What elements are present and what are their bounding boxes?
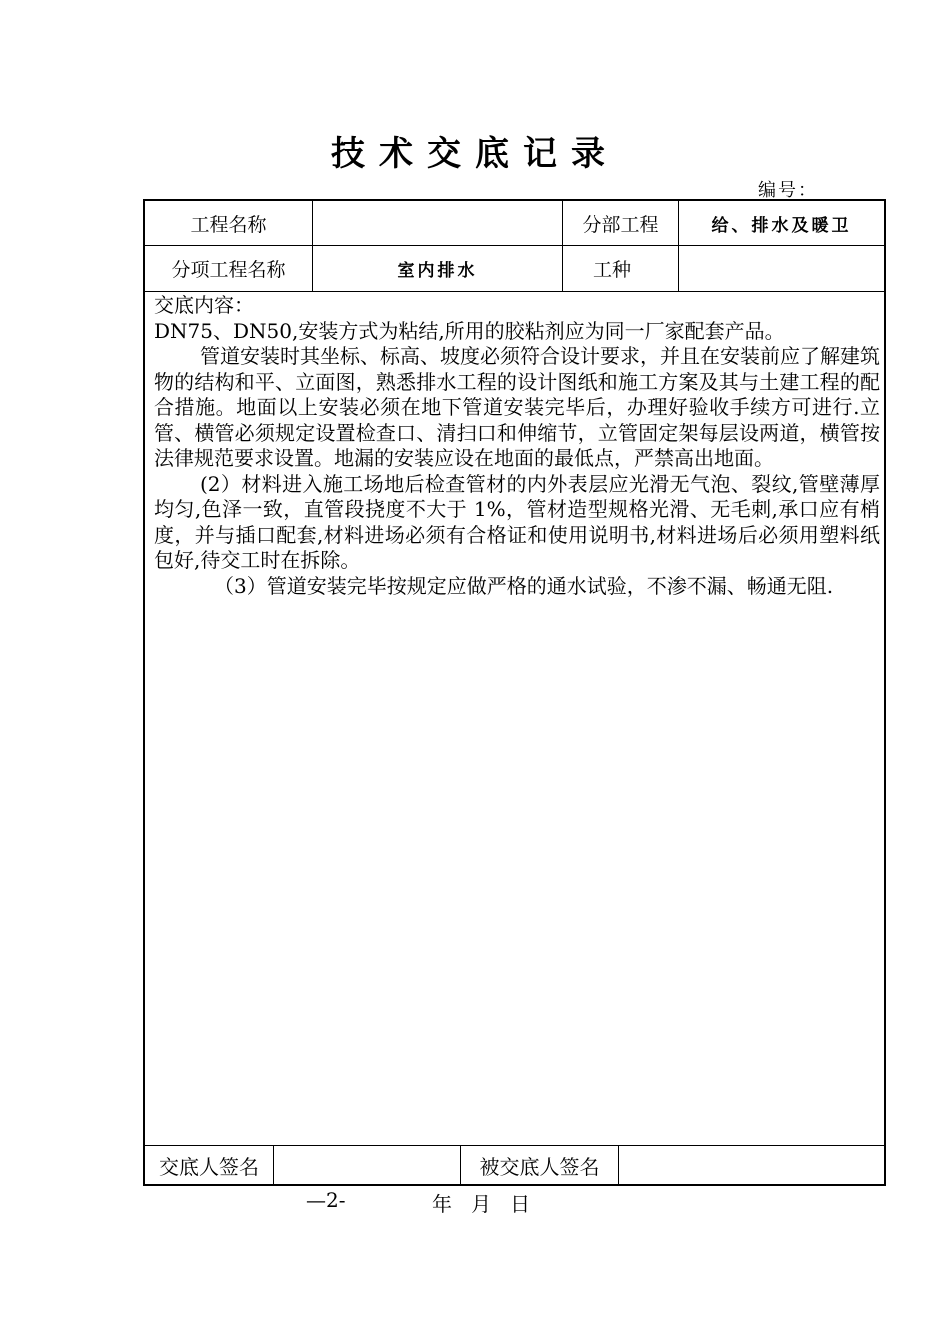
content-heading: 交底内容： (154, 293, 254, 317)
page-number: —2- (306, 1188, 346, 1212)
discloser-signature-field[interactable] (274, 1146, 460, 1184)
content-paragraph-3: (2）材料进入施工场地后检查管材的内外表层应光滑无气泡、裂纹,管壁薄厚均匀,色泽一致，直管段挠度不大于 1%，管材造型规格光滑、无毛刺,承口应有梢度，并与插口配套,材料进场必须有合格证和使用说明书,材料进场后必须用塑料纸包好,待交工时在拆除。 (154, 471, 880, 572)
project-name-value[interactable] (313, 201, 562, 245)
receiver-signature-field[interactable] (619, 1146, 884, 1184)
subitem-label: 分项工程名称 (171, 259, 286, 281)
division-value[interactable]: 给、排水及暖卫 (711, 215, 852, 236)
discloser-signature-label: 交底人签名 (159, 1154, 259, 1179)
content-paragraph-4: （3）管道安装完毕按规定应做严格的通水试验，不渗不漏、畅通无阻. (214, 573, 834, 598)
project-name-label: 工程名称 (190, 213, 267, 236)
division-label: 分部工程 (582, 213, 659, 236)
disclosure-form (143, 199, 886, 1186)
trade-value[interactable] (679, 246, 884, 291)
content-paragraph-2: 管道安装时其坐标、标高、坡度必须符合设计要求，并且在安装前应了解建筑物的结构和平、立面图，熟悉排水工程的设计图纸和施工方案及其与土建工程的配合措施。地面以上安装必须在地下管道安装完毕后，办理好验收手续方可进行.立管、横管必须规定设置检查口、清扫口和伸缩节，立管固定架每层设两道，横管按法律规范要求设置。地漏的安装应设在地面的最低点，严禁高出地面。 (154, 344, 880, 470)
row-divider-2 (145, 291, 884, 292)
trade-label: 工种 (593, 259, 632, 281)
date-label: 年 月 日 (432, 1192, 531, 1216)
content-paragraph-1: DN75、DN50,安装方式为粘结,所用的胶粘剂应为同一厂家配套产品。 (154, 318, 785, 343)
subitem-value[interactable]: 室内排水 (397, 261, 478, 281)
disclosure-content[interactable] (154, 293, 880, 599)
document-title: 技术交底记录 (331, 134, 619, 174)
document-number-label: 编号： (758, 180, 818, 201)
receiver-signature-label: 被交底人签名 (479, 1154, 600, 1179)
